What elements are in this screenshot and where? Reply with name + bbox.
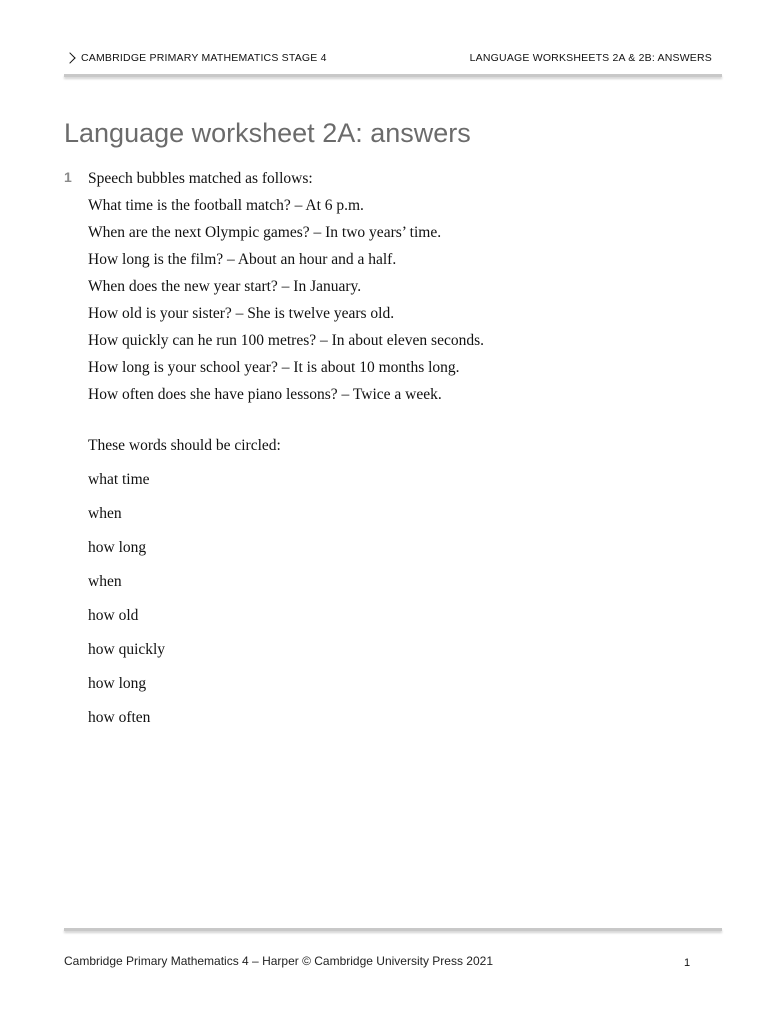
answer-lines xyxy=(88,167,484,410)
circled-word: when xyxy=(88,573,122,590)
circled-words-section xyxy=(88,434,281,740)
circled-word: when xyxy=(88,505,122,522)
answer-line: How long is your school year? – It is about 10 months long. xyxy=(88,359,460,376)
answer-line: How quickly can he run 100 metres? – In about eleven seconds. xyxy=(88,332,484,349)
page-number: 1 xyxy=(684,957,691,969)
question-number: 1 xyxy=(64,169,72,185)
footer-credit: Cambridge Primary Mathematics 4 – Harper © Cambridge University Press 2021 xyxy=(64,954,493,968)
answer-line: When are the next Olympic games? – In two years’ time. xyxy=(88,224,442,241)
circled-word: how often xyxy=(88,709,151,726)
page-title: Language worksheet 2A: answers xyxy=(64,118,471,148)
answer-line: How long is the film? – About an hour and a half. xyxy=(88,251,397,268)
header-section-title: LANGUAGE WORKSHEETS 2A & 2B: ANSWERS xyxy=(469,52,712,64)
circled-word: what time xyxy=(88,471,150,488)
circled-words-intro: These words should be circled: xyxy=(88,437,281,454)
header-series-title: CAMBRIDGE PRIMARY MATHEMATICS STAGE 4 xyxy=(81,52,327,64)
answer-line: Speech bubbles matched as follows: xyxy=(88,170,313,187)
circled-word: how long xyxy=(88,539,147,556)
answer-line: How old is your sister? – She is twelve years old. xyxy=(88,305,395,322)
chevron-right-icon xyxy=(64,52,75,63)
header-divider xyxy=(64,74,722,77)
circled-word: how old xyxy=(88,607,139,624)
answer-line: When does the new year start? – In January. xyxy=(88,278,362,295)
header-left xyxy=(68,52,327,64)
page-header xyxy=(64,50,720,70)
answer-line: What time is the football match? – At 6 p.m. xyxy=(88,197,364,214)
circled-word: how quickly xyxy=(88,641,166,658)
circled-word: how long xyxy=(88,675,147,692)
footer-divider xyxy=(64,928,722,931)
answer-line: How often does she have piano lessons? – Twice a week. xyxy=(88,386,442,403)
